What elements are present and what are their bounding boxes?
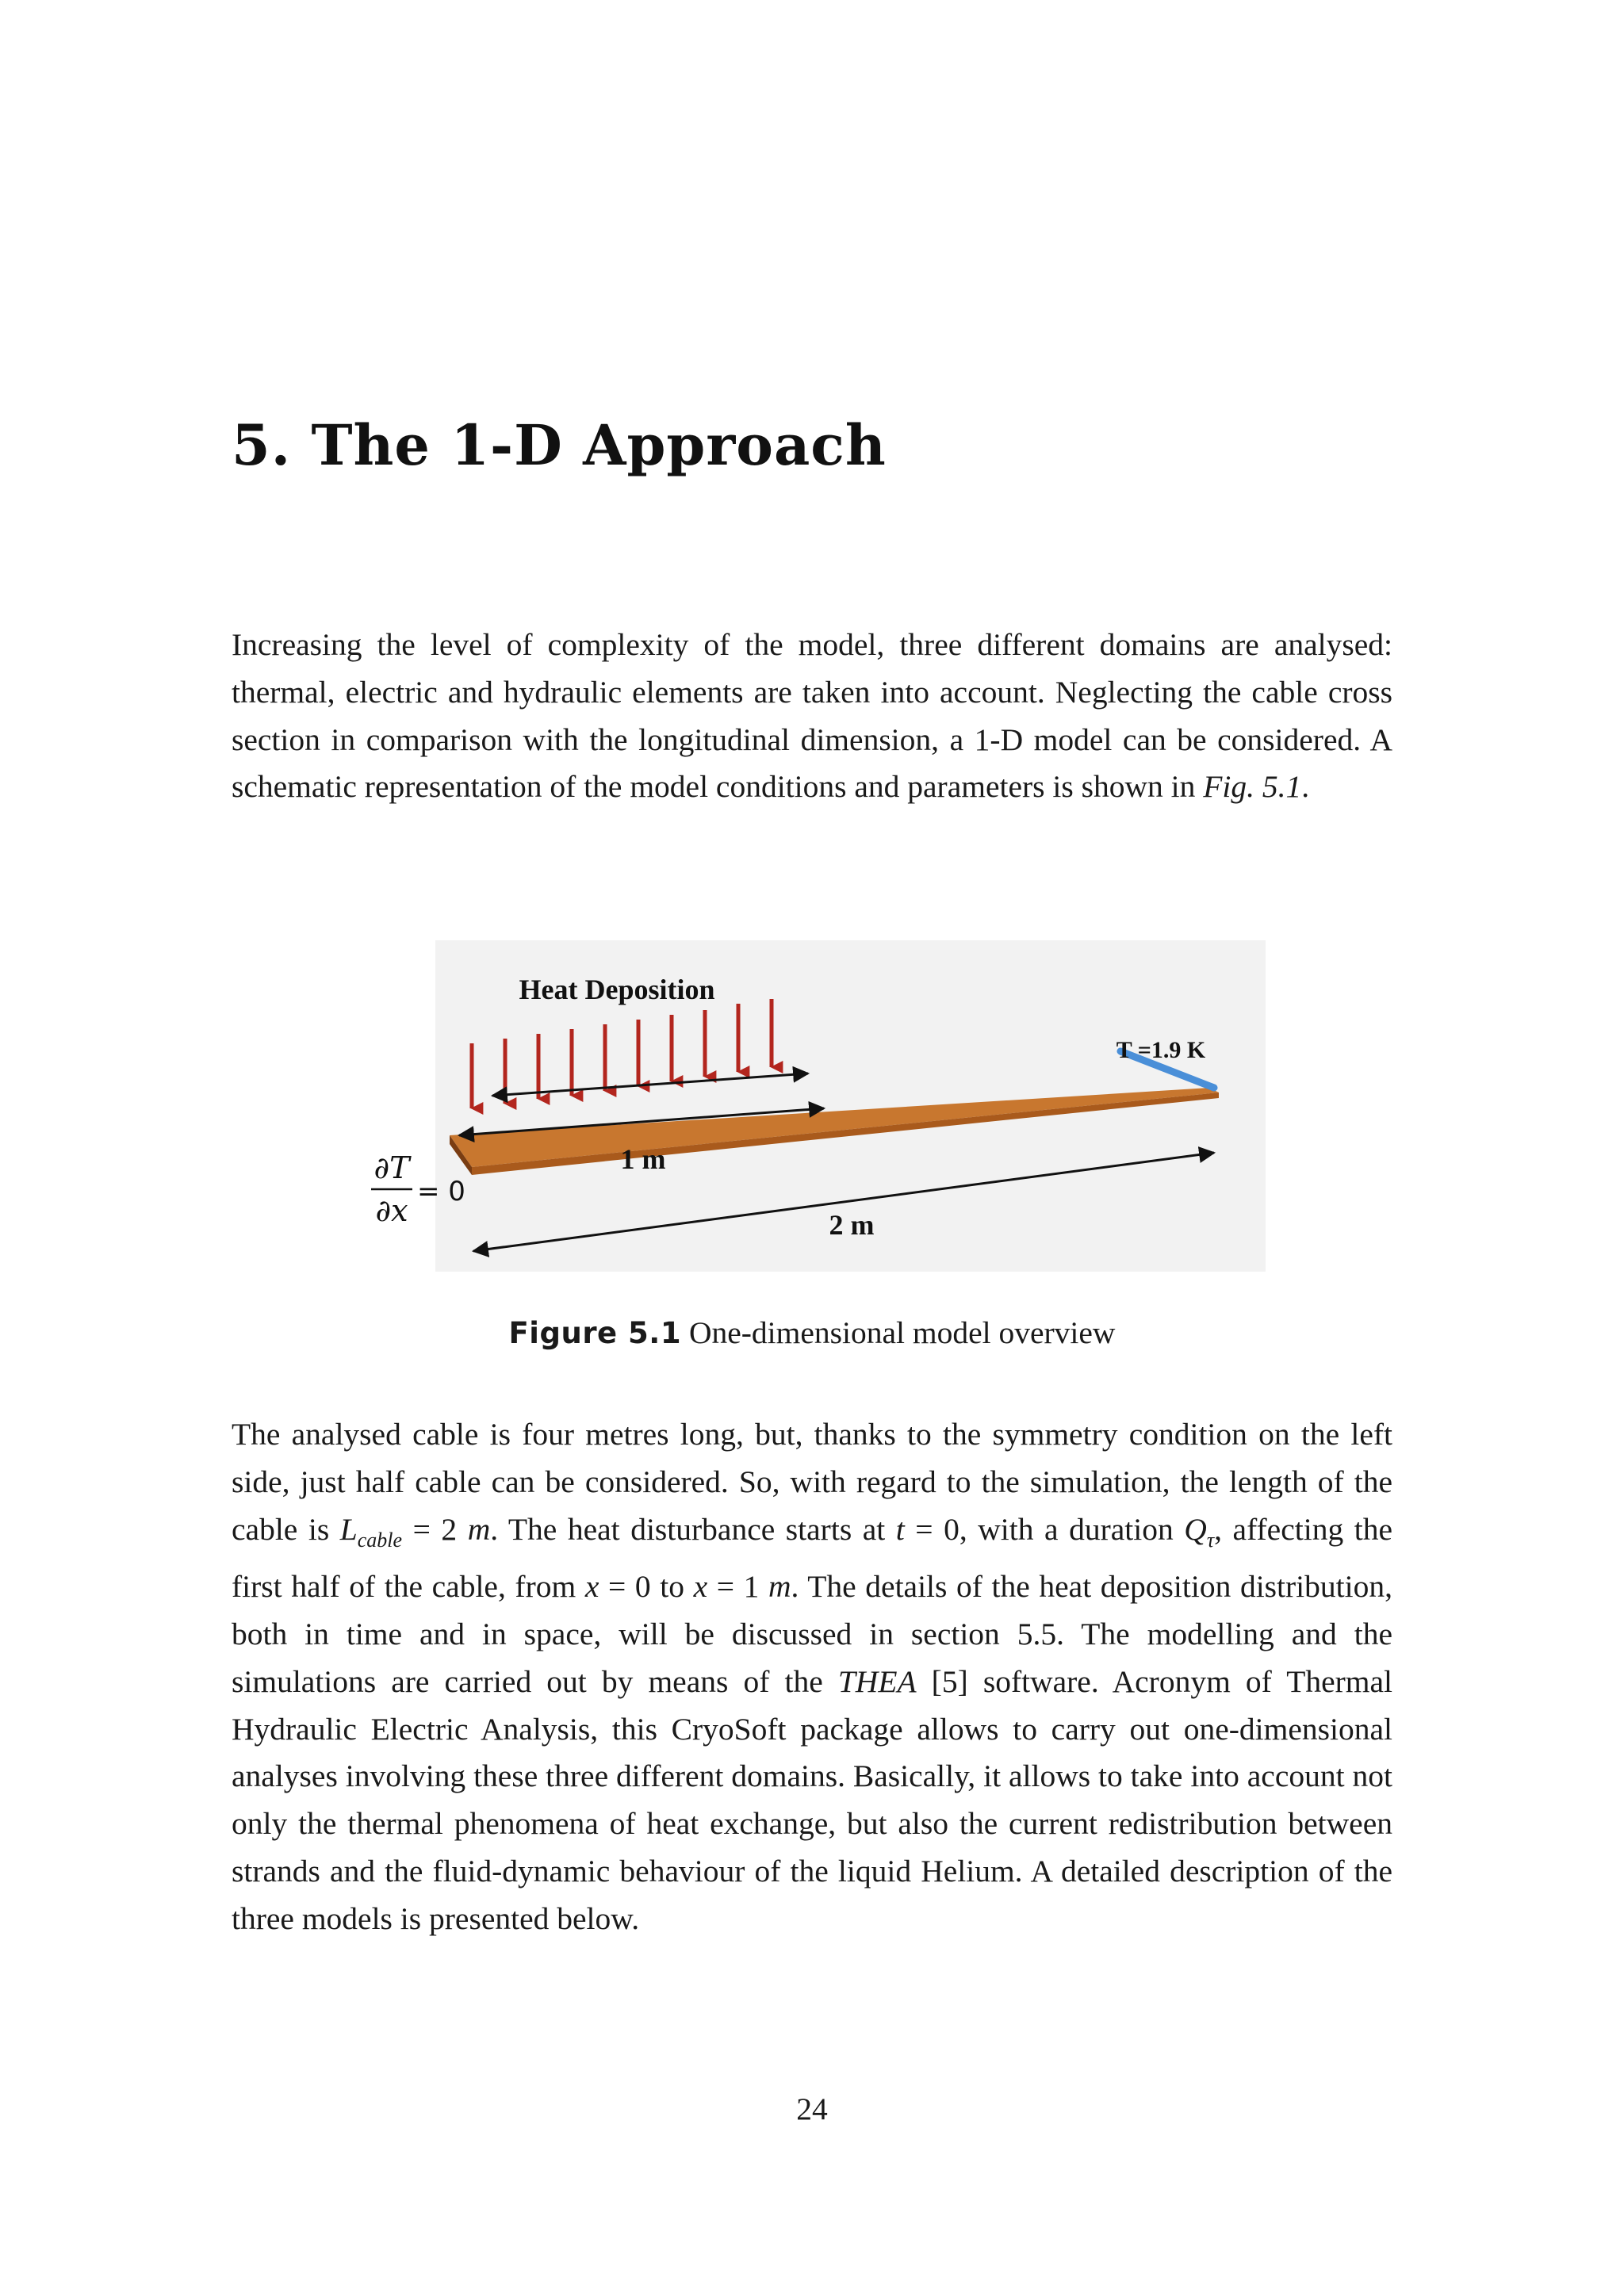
math-symbol: x (584, 1569, 599, 1605)
body-text: , affecting the first half of the cable, from (232, 1511, 1392, 1605)
caption-text: One-dimensional model overview (688, 1315, 1116, 1350)
body-text: = 0, with a duration (904, 1511, 1185, 1547)
math-symbol: x (693, 1569, 708, 1605)
intro-paragraph (232, 622, 1392, 811)
math-symbol: L (339, 1511, 358, 1547)
body-text: . The details of the heat deposition distribution, both in time and in space, will be discussed in section 5.5. The modelling and the simulations are carried out by means of the (232, 1569, 1392, 1699)
chapter-title: 5. The 1-D Approach (232, 412, 887, 478)
body-text: [5] software. Acronym of Thermal Hydraulic Electric Analysis, this CryoSoft package allows to carry out one-dimensional analyses involving these three different domains. Basically, it allows to take into account not only the thermal phenomena of heat exchange, but also the current redistribution between strands and the fluid-dynamic behaviour of the liquid Helium. A detailed description of the three models is presented below. (232, 1663, 1392, 1936)
math-subscript: cable (357, 1528, 403, 1552)
model-schematic (435, 940, 1266, 1272)
math-unit: m (768, 1569, 791, 1605)
math-subscript: τ (1206, 1528, 1215, 1552)
full-length-label: 2 m (829, 1209, 875, 1241)
heat-deposition-label: Heat Deposition (519, 974, 715, 1005)
heated-length-label: 1 m (620, 1143, 666, 1175)
boundary-condition-equation (370, 1148, 488, 1235)
software-name: THEA (837, 1663, 917, 1699)
math-unit: m (467, 1511, 491, 1547)
body-text: The analysed cable is four metres long, but, thanks to the symmetry condition on the left side, just half cable can be considered. So, with regard to the simulation, the length of the cable is (232, 1417, 1392, 1547)
temperature-label: T =1.9 K (1116, 1037, 1206, 1063)
body-text: = 1 (707, 1569, 768, 1605)
math-symbol: t (895, 1511, 905, 1547)
intro-text-end: . (1301, 769, 1310, 805)
math-symbol: Q (1184, 1511, 1207, 1547)
bc-numerator: ∂T (373, 1150, 410, 1185)
body-paragraph (232, 1411, 1392, 1943)
figure-caption (0, 1314, 1624, 1351)
body-text: = 0 to (599, 1569, 694, 1605)
body-text: . The heat disturbance starts at (490, 1511, 896, 1547)
page-number: 24 (796, 2091, 828, 2126)
bc-rhs: = 0 (417, 1176, 465, 1207)
bc-denominator: ∂x (375, 1193, 408, 1228)
heat-deposition-arrows (472, 999, 772, 1108)
intro-text: Increasing the level of complexity of the model, three different domains are analysed: thermal, electric and hydraulic elements are taken into account. Neglecting the cable cross section in comparison with the longitudinal dimension, a 1-D model can be considered. A schematic representation of the model conditions and parameters is shown in (232, 627, 1392, 805)
model-figure (435, 940, 1266, 1272)
body-text: = 2 (402, 1511, 468, 1547)
figure-reference[interactable]: Fig. 5.1 (1203, 769, 1302, 805)
caption-label: Figure 5.1 (508, 1316, 682, 1350)
